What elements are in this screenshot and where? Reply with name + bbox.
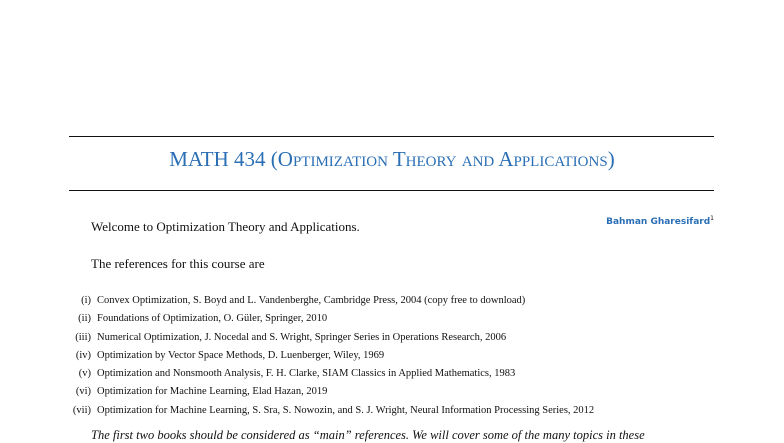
reference-item (60, 365, 594, 383)
reference-text: Optimization by Vector Space Methods, D. Luenberger, Wiley, 1969 (97, 349, 385, 361)
reference-number: (iii) (75, 331, 91, 343)
reference-item (60, 292, 594, 310)
title-close-paren: ) (607, 147, 615, 171)
reference-number: (v) (78, 368, 91, 380)
header-bottom-rule (69, 190, 714, 191)
page-title (0, 147, 784, 172)
reference-text: Optimization for Machine Learning, S. Sra, S. Nowozin, and S. J. Wright, Neural Information Processing Series, 2012 (97, 404, 595, 416)
author-name (606, 215, 714, 227)
title-course-name: Optimization Theory and Applications (277, 147, 608, 171)
reference-list (60, 292, 594, 420)
welcome-text: Welcome to Optimization Theory and Applications. (91, 219, 360, 234)
reference-text: Convex Optimization, S. Boyd and L. Vandenberghe, Cambridge Press, 2004 (copy free to download) (97, 295, 526, 306)
reference-item (60, 383, 594, 401)
reference-text: Foundations of Optimization, O. Güler, Springer, 2010 (97, 313, 328, 325)
reference-text: Optimization for Machine Learning, Elad Hazan, 2019 (97, 386, 328, 398)
author-footnote-mark: 1 (710, 215, 714, 222)
author-name-text: Bahman Gharesifard (606, 217, 711, 227)
reference-number: (vi) (75, 386, 91, 398)
reference-item (60, 329, 594, 347)
header-top-rule (69, 136, 714, 137)
reference-number: (i) (81, 295, 91, 306)
reference-text: Numerical Optimization, J. Nocedal and S. Wright, Springer Series in Operations Research, 2006 (97, 331, 507, 343)
reference-number: (ii) (78, 313, 91, 325)
closing-paragraph: The first two books should be considered as “main” references. We will cover some of the many topics in these (91, 428, 645, 442)
reference-item (60, 402, 594, 420)
reference-item (60, 310, 594, 328)
reference-number: (vii) (72, 404, 91, 416)
title-course-code: MATH 434 ( (169, 147, 278, 171)
reference-text: Optimization and Nonsmooth Analysis, F. H. Clarke, SIAM Classics in Applied Mathematics, 1983 (97, 368, 516, 380)
reference-item (60, 347, 594, 365)
reference-number: (iv) (75, 349, 91, 361)
references-lead-text: The references for this course are (91, 256, 265, 271)
